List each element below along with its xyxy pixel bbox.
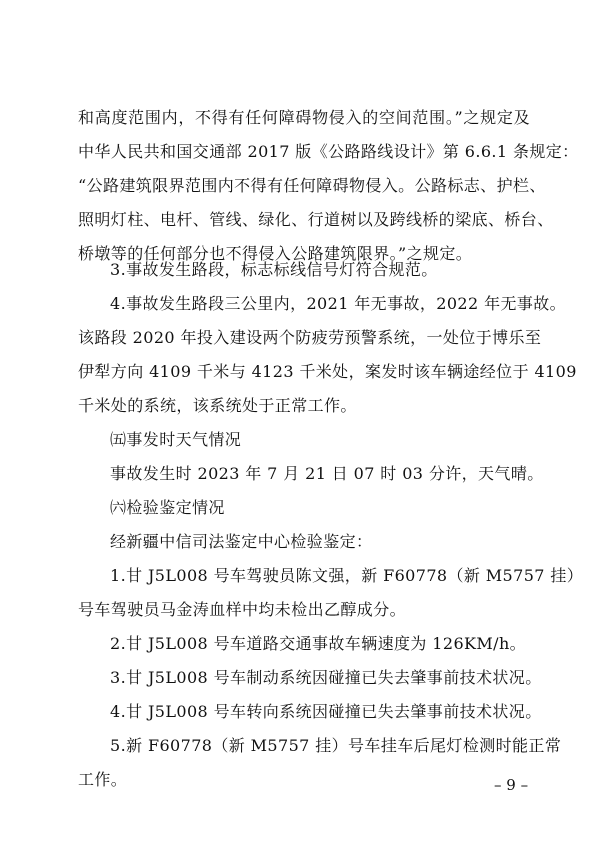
- body-line-9: 伊犁方向 4109 千米与 4123 千米处，案发时该车辆途经位于 4109: [78, 362, 577, 381]
- body-line-8: 该路段 2020 年投入建设两个防疲劳预警系统，一处位于博乐至: [78, 328, 542, 347]
- inspection-item-3: 3.甘 J5L008 号车制动系统因碰撞已失去肇事前技术状况。: [110, 668, 542, 687]
- weather-text: 事故发生时 2023 年 7 月 21 日 07 时 03 分许，天气晴。: [110, 464, 544, 483]
- inspection-item-5-cont: 工作。: [78, 770, 128, 789]
- inspection-item-2: 2.甘 J5L008 号车道路交通事故车辆速度为 126KM/h。: [110, 634, 527, 653]
- body-line-10: 千米处的系统，该系统处于正常工作。: [78, 396, 357, 415]
- body-line-2: 中华人民共和国交通部 2017 版《公路路线设计》第 6.6.1 条规定：: [78, 142, 579, 161]
- inspection-item-1: 1.甘 J5L008 号车驾驶员陈文强，新 F60778（新 M5757 挂）: [110, 566, 584, 585]
- item-4-accident-history: 4.事故发生路段三公里内，2021 年无事故，2022 年无事故。: [110, 294, 567, 313]
- body-line-4: 照明灯柱、电杆、管线、绿化、行道树以及跨线桥的梁底、桥台、: [78, 210, 554, 229]
- inspection-intro: 经新疆中信司法鉴定中心检验鉴定：: [110, 532, 373, 551]
- inspection-item-1-cont: 号车驾驶员马金涛血样中均未检出乙醇成分。: [78, 600, 407, 619]
- body-line-3: “公路建筑限界范围内不得有任何障碍物侵入。公路标志、护栏、: [78, 176, 546, 195]
- body-line-5: 桥墩等的任何部分也不得侵入公路建筑限界。”之规定。: [78, 244, 473, 263]
- inspection-item-5: 5.新 F60778（新 M5757 挂）号车挂车后尾灯检测时能正常: [110, 736, 562, 755]
- inspection-item-4: 4.甘 J5L008 号车转向系统因碰撞已失去肇事前技术状况。: [110, 702, 542, 721]
- item-3-road-signs: 3.事故发生路段，标志标线信号灯符合规范。: [110, 260, 438, 279]
- section-heading-inspection: ㈥检验鉴定情况: [110, 498, 225, 517]
- page-number: – 9 –: [494, 776, 529, 794]
- body-line-1: 和高度范围内，不得有任何障碍物侵入的空间范围。”之规定及: [78, 108, 530, 127]
- section-heading-weather: ㈤事发时天气情况: [110, 430, 242, 449]
